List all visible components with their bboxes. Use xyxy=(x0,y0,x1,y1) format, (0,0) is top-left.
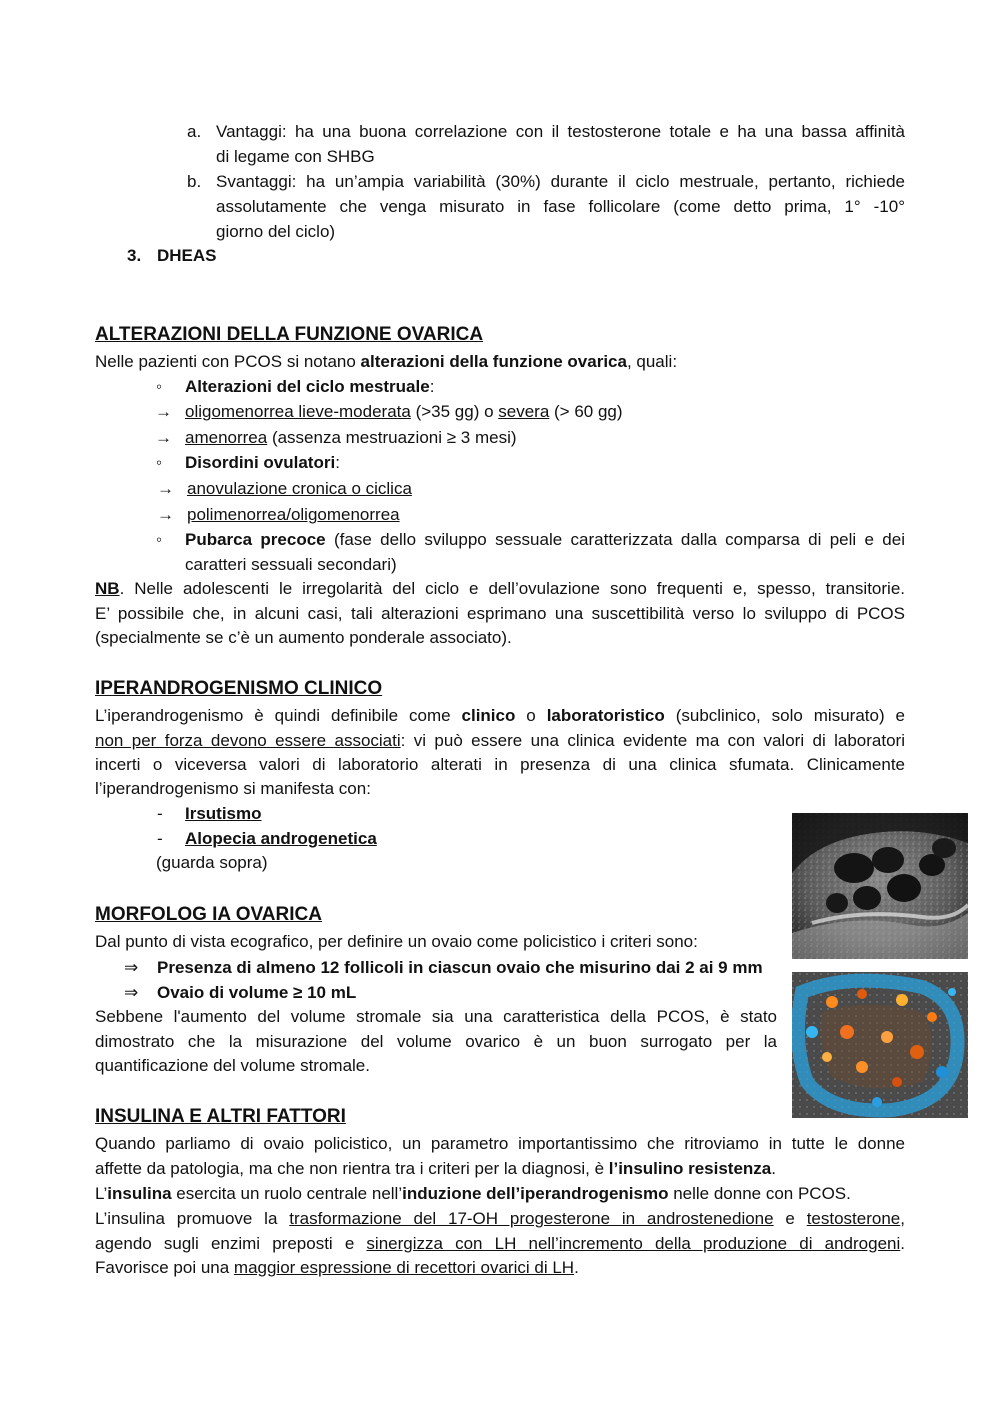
list-item-dheas: DHEAS xyxy=(157,246,217,265)
double-arrow-icon: ⇒ xyxy=(124,983,139,1002)
bullet-icon: ◦ xyxy=(156,530,163,549)
list-marker-a: a. xyxy=(187,122,202,141)
section3-p-line2: dimostrato che la misurazione del volume ovarico è un buon surrogato per la xyxy=(95,1032,777,1051)
bullet-icon: ◦ xyxy=(156,377,163,396)
dash-marker: - xyxy=(157,804,163,823)
section2-line2: non per forza devono essere associati: vi può essere una clinica evidente ma con valori di laboratori xyxy=(95,731,905,750)
criterion-volume: Ovaio di volume ≥ 10 mL xyxy=(157,983,357,1002)
list-item-a-line1: Vantaggi: ha una buona correlazione con il testosterone totale e ha una bassa affinità xyxy=(216,122,905,141)
bullet-ciclo-mestruale: Alterazioni del ciclo mestruale: xyxy=(185,377,435,396)
heading-iperandrogenismo: IPERANDROGENISMO CLINICO xyxy=(95,678,383,699)
arrow-right-icon: → xyxy=(157,479,174,498)
doppler-ultrasound-image xyxy=(792,972,968,1118)
section2-line1: L’iperandrogenismo è quindi definibile come clinico o laboratoristico (subclinico, solo misurato) e xyxy=(95,706,906,725)
heading-alterazioni: ALTERAZIONI DELLA FUNZIONE OVARICA xyxy=(95,324,484,345)
section3-intro: Dal punto di vista ecografico, per definire un ovaio come policistico i criteri sono: xyxy=(95,932,698,951)
arrow-right-icon: → xyxy=(155,428,172,447)
arrow-right-icon: → xyxy=(155,402,172,421)
double-arrow-icon: ⇒ xyxy=(124,958,139,977)
sub-amenorrea: amenorrea (assenza mestruazioni ≥ 3 mesi) xyxy=(185,428,517,447)
nb-line2: E’ possibile che, in alcuni casi, tali alterazioni esprimano una suscettibilità verso lo sviluppo di PCOS xyxy=(95,604,905,623)
list-item-a-line2: di legame con SHBG xyxy=(216,147,375,166)
bullet-icon: ◦ xyxy=(156,453,163,472)
list-marker-b: b. xyxy=(187,172,202,191)
doppler-color-graphic xyxy=(792,972,968,1118)
section3-p-line3: quantificazione del volume stromale. xyxy=(95,1056,370,1075)
list-item-b-line1: Svantaggi: ha un’ampia variabilità (30%) durante il ciclo mestruale, pertanto, richiede xyxy=(216,172,905,191)
note-guarda-sopra: (guarda sopra) xyxy=(156,853,268,872)
list-item-b-line3: giorno del ciclo) xyxy=(216,222,336,241)
heading-morfologia: MORFOLOG IA OVARICA xyxy=(95,904,322,925)
section4-line3: L’insulina esercita un ruolo centrale nell’induzione dell’iperandrogenismo nelle donne con PCOS. xyxy=(95,1184,851,1203)
item-irsutismo: Irsutismo xyxy=(185,804,262,823)
nb-line3: (specialmente se c’è un aumento ponderale associato). xyxy=(95,628,512,647)
nb-line1: NB. Nelle adolescenti le irregolarità del ciclo e dell’ovulazione sono frequenti e, spesso, transitorie. xyxy=(95,579,905,598)
sub-anovulazione: anovulazione cronica o ciclica xyxy=(187,479,412,498)
section4-line2: affette da patologia, ma che non rientra tra i criteri per la diagnosi, è l’insulino resistenza. xyxy=(95,1159,776,1178)
section2-line3: incerti o viceversa valori di laboratorio alterati in presenza di una clinica sfumata. Clinicamente xyxy=(95,755,905,774)
bullet-pubarca-line2: caratteri sessuali secondari) xyxy=(185,555,397,574)
bullet-disordini-ovulatori: Disordini ovulatori: xyxy=(185,453,340,472)
sub-oligomenorrea: oligomenorrea lieve-moderata (>35 gg) o severa (> 60 gg) xyxy=(185,402,623,421)
arrow-right-icon: → xyxy=(157,505,174,524)
section1-intro: Nelle pazienti con PCOS si notano alterazioni della funzione ovarica, quali: xyxy=(95,352,678,371)
ultrasound-image xyxy=(792,813,968,959)
dash-marker: - xyxy=(157,829,163,848)
item-alopecia: Alopecia androgenetica xyxy=(185,829,377,848)
section3-p-line1: Sebbene l'aumento del volume stromale sia una caratteristica della PCOS, è stato xyxy=(95,1007,777,1026)
criterion-follicoli: Presenza di almeno 12 follicoli in ciascun ovaio che misurino dai 2 ai 9 mm xyxy=(157,958,763,977)
list-marker-3: 3. xyxy=(127,246,142,265)
sub-polimenorrea: polimenorrea/oligomenorrea xyxy=(187,505,400,524)
section4-line5: agendo sugli enzimi preposti e sinergizza con LH nell’incremento della produzione di androgeni. xyxy=(95,1234,905,1253)
bullet-pubarca-precoce: Pubarca precoce (fase dello sviluppo sessuale caratterizzata dalla comparsa di peli e dei xyxy=(185,530,905,549)
list-item-b-line2: assolutamente che venga misurato in fase follicolare (come detto prima, 1° -10° xyxy=(216,197,905,216)
section4-line1: Quando parliamo di ovaio policistico, un parametro importantissimo che ritroviamo in tutte le donne xyxy=(95,1134,905,1153)
section4-line4: L’insulina promuove la trasformazione del 17-OH progesterone in androstenedione e testosterone, xyxy=(95,1209,905,1228)
section2-line4: l’iperandrogenismo si manifesta con: xyxy=(95,779,371,798)
ultrasound-grayscale-graphic xyxy=(792,813,968,959)
heading-insulina: INSULINA E ALTRI FATTORI xyxy=(95,1106,346,1127)
section4-line6: Favorisce poi una maggior espressione di recettori ovarici di LH. xyxy=(95,1258,579,1277)
